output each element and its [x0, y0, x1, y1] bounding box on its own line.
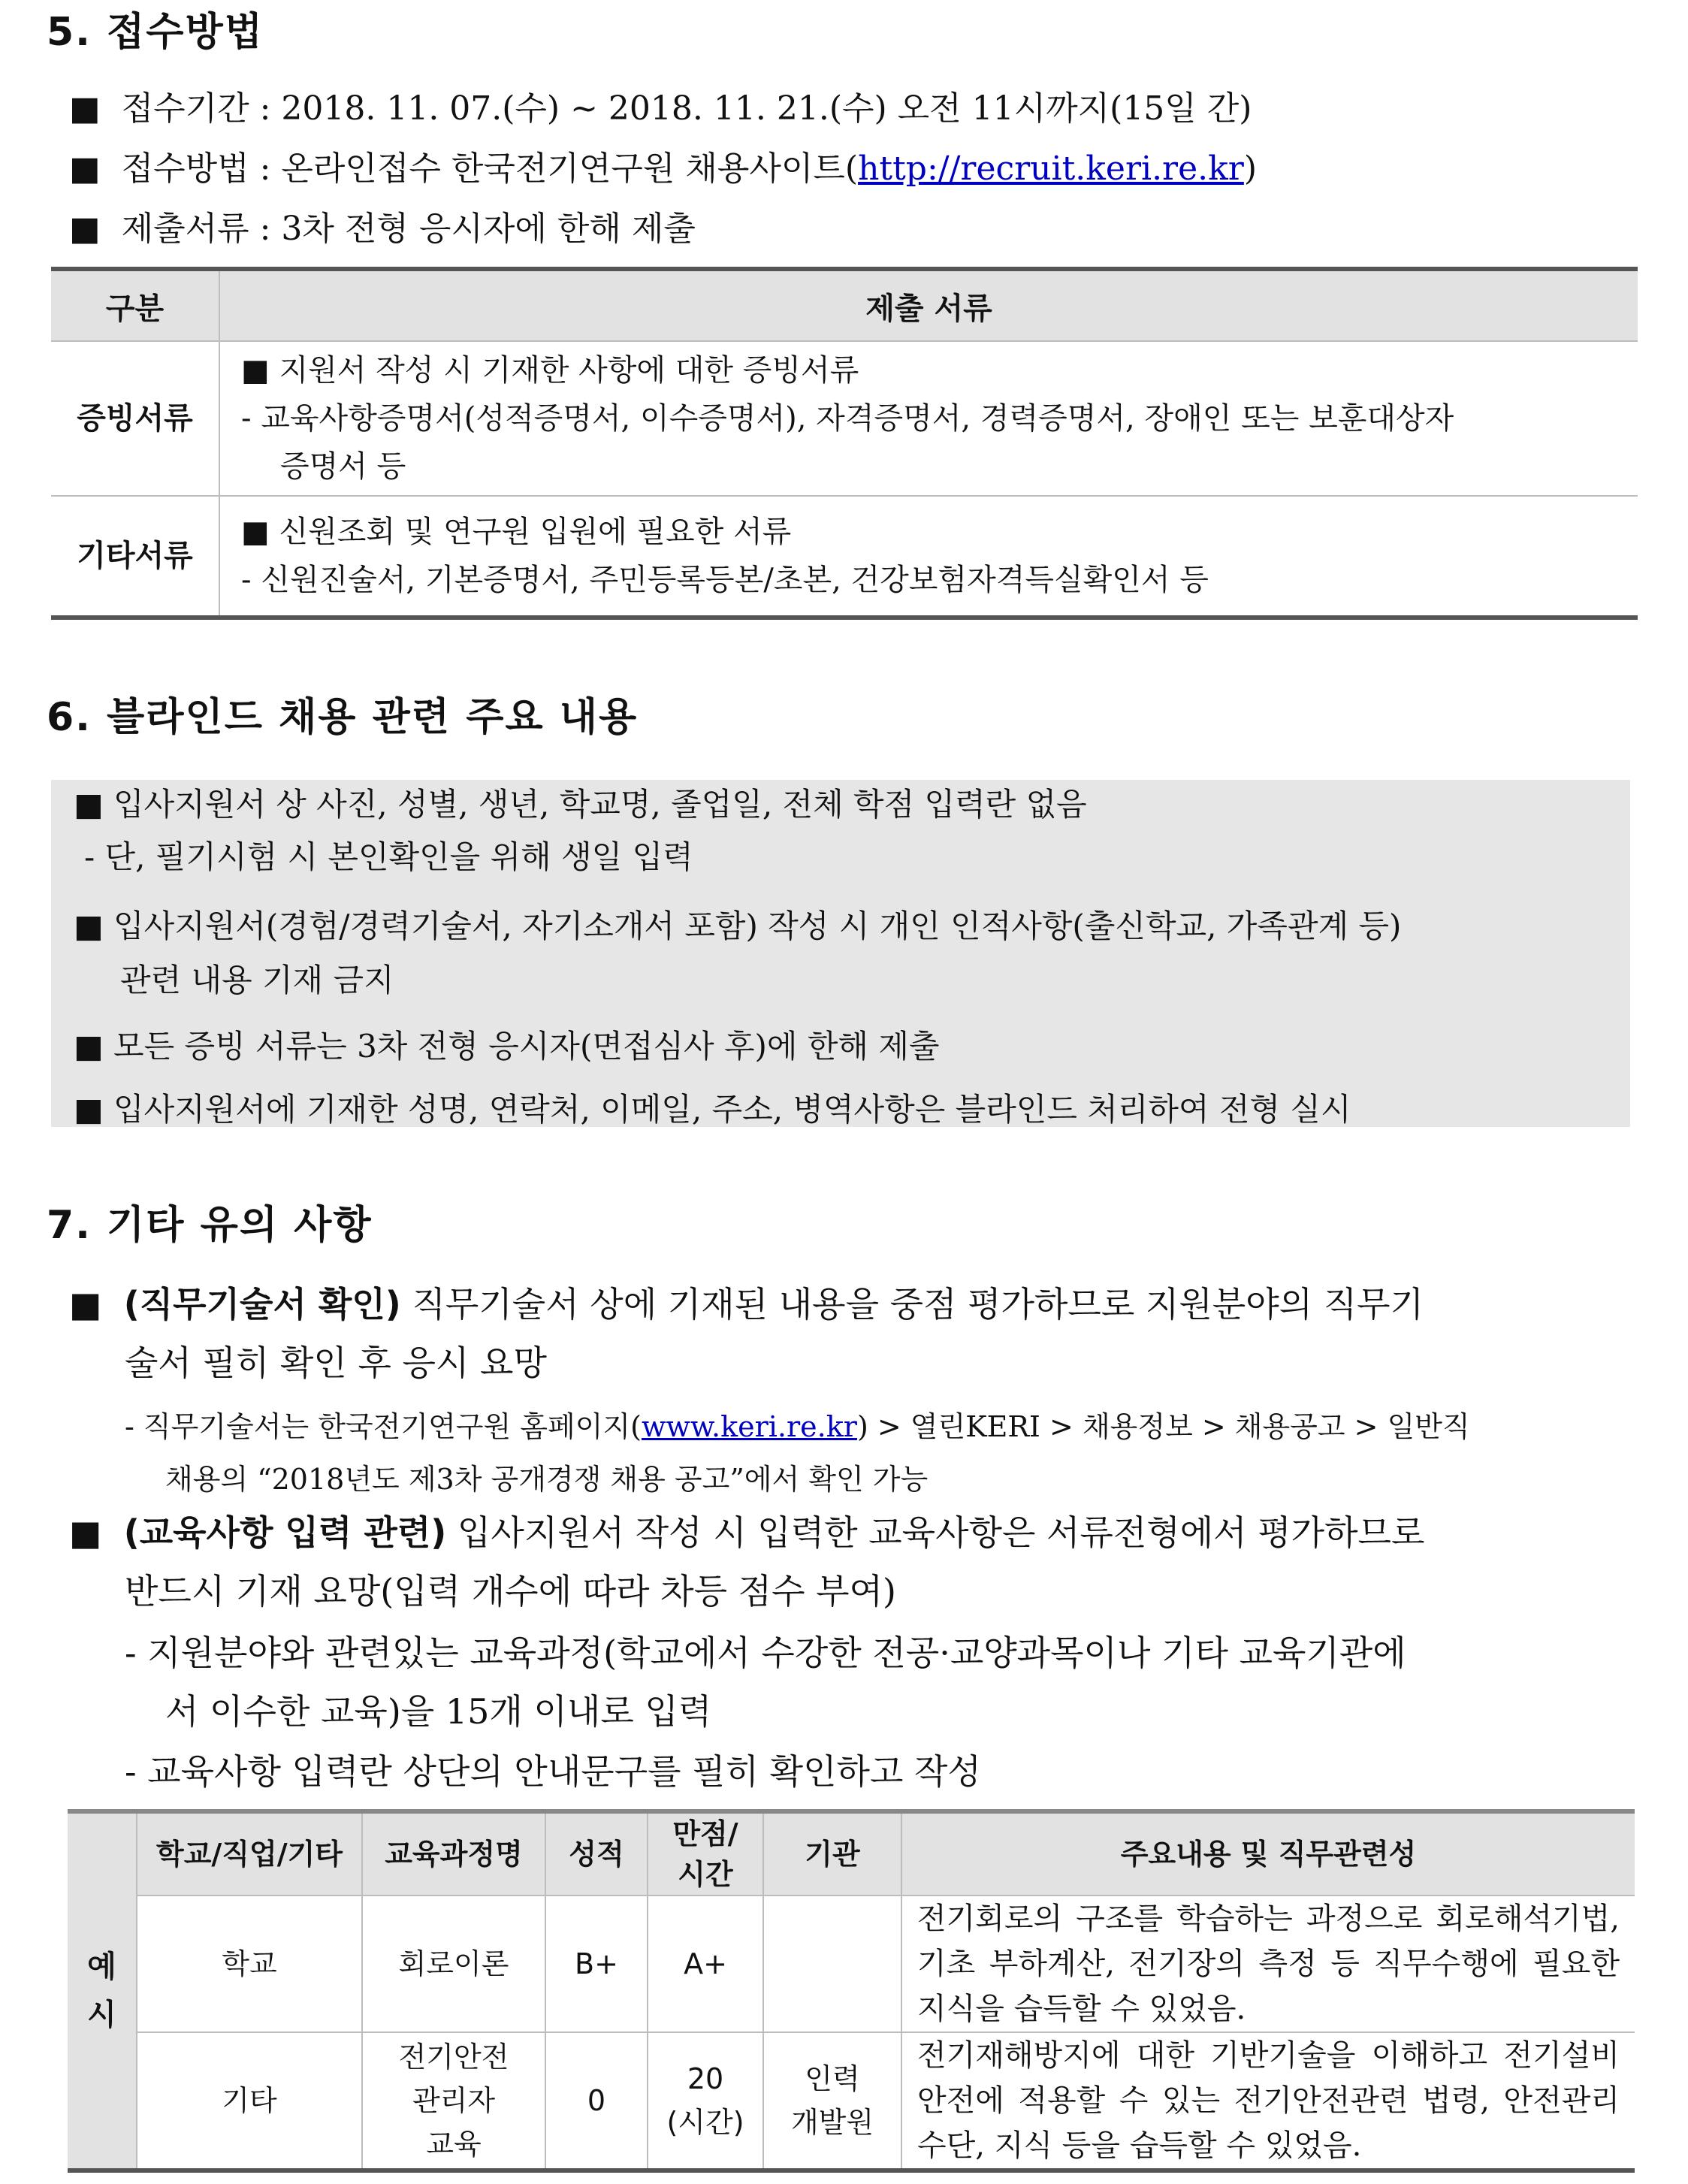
keri-homepage-link[interactable]: www.keri.re.kr	[641, 1410, 857, 1443]
header-type: 학교/직업/기타	[137, 1811, 362, 1896]
cell-type: 기타	[137, 2032, 362, 2170]
cell-course: 전기안전 관리자 교육	[362, 2032, 545, 2170]
s5-item-method: ■ 접수방법 : 온라인접수 한국전기연구원 채용사이트(http://recruit.keri.re.kr)	[69, 150, 1257, 188]
cell-type: 학교	[137, 1896, 362, 2032]
s7-item1-sub-cont: 채용의 “2018년도 제3차 공개경쟁 채용 공고”에서 확인 가능	[165, 1463, 929, 1496]
header-desc: 주요내용 및 직무관련성	[901, 1811, 1635, 1896]
bullet-square-icon: ■	[69, 150, 101, 188]
s7-item-education: ■ (교육사항 입력 관련) 입사지원서 작성 시 입력한 교육사항은 서류전형에서 평가하므로	[69, 1512, 1425, 1553]
header-documents: 제출 서류	[219, 269, 1638, 341]
section-6-title: 6. 블라인드 채용 관련 주요 내용	[47, 695, 639, 740]
bullet-square-icon: ■	[69, 89, 101, 128]
s6-line: 관련 내용 기재 금지	[120, 962, 394, 998]
cell-desc: 전기재해방지에 대한 기반기술을 이해하고 전기설비 안전에 적용할 수 있는 전기안전관련 법령, 안전관리 수단, 지식 등을 습득할 수 있었음.	[901, 2032, 1635, 2170]
education-example-table	[68, 1809, 1635, 2173]
s6-line: ■ 입사지원서(경험/경력기술서, 자기소개서 포함) 작성 시 개인 인적사항(출신학교, 가족관계 등)	[74, 908, 1402, 944]
row-category: 증빙서류	[51, 341, 219, 496]
cell-org	[763, 1896, 901, 2032]
header-category: 구분	[51, 269, 219, 341]
cell-org: 인력 개발원	[763, 2032, 901, 2170]
s7-item1-sub: - 직무기술서는 한국전기연구원 홈페이지(www.keri.re.kr) > 열린KERI > 채용정보 > 채용공고 > 일반직	[125, 1410, 1470, 1443]
documents-table	[51, 267, 1638, 620]
bullet-square-icon: ■	[69, 1512, 102, 1553]
header-course: 교육과정명	[362, 1811, 545, 1896]
bullet-square-icon: ■	[69, 210, 101, 248]
s5-item-documents: ■ 제출서류 : 3차 전형 응시자에 한해 제출	[69, 210, 696, 248]
s6-line: - 단, 필기시험 시 본인확인을 위해 생일 입력	[84, 838, 693, 875]
s5-item-period: ■ 접수기간 : 2018. 11. 07.(수) ~ 2018. 11. 21.(수) 오전 11시까지(15일 간)	[69, 89, 1252, 128]
s7-item2-sub2: - 교육사항 입력란 상단의 안내문구를 필히 확인하고 작성	[125, 1751, 981, 1792]
cell-max: 20 (시간)	[648, 2032, 763, 2170]
s7-item2-sub1-cont: 서 이수한 교육)을 15개 이내로 입력	[165, 1691, 712, 1732]
s6-line: ■ 입사지원서 상 사진, 성별, 생년, 학교명, 졸업일, 전체 학점 입력란 없음	[74, 786, 1087, 823]
s6-line: ■ 입사지원서에 기재한 성명, 연락처, 이메일, 주소, 병역사항은 블라인드 처리하여 전형 실시	[74, 1091, 1351, 1128]
header-grade: 성적	[545, 1811, 648, 1896]
cell-course: 회로이론	[362, 1896, 545, 2032]
row-category: 기타서류	[51, 496, 219, 618]
s6-line: ■ 모든 증빙 서류는 3차 전형 응시자(면접심사 후)에 한해 제출	[74, 1028, 940, 1065]
row-content: ■ 신원조회 및 연구원 입원에 필요한 서류 - 신원진술서, 기본증명서, 주민등록등본/초본, 건강보험자격득실확인서 등	[219, 496, 1638, 618]
cell-desc: 전기회로의 구조를 학습하는 과정으로 회로해석기법, 기초 부하계산, 전기장의 측정 등 직무수행에 필요한 지식을 습득할 수 있었음.	[901, 1896, 1635, 2032]
cell-grade: 0	[545, 2032, 648, 2170]
cell-grade: B+	[545, 1896, 648, 2032]
cell-max: A+	[648, 1896, 763, 2032]
header-max: 만점/ 시간	[648, 1811, 763, 1896]
recruit-site-link[interactable]: http://recruit.keri.re.kr	[858, 150, 1244, 188]
s7-item-job-description: ■ (직무기술서 확인) 직무기술서 상에 기재된 내용을 중점 평가하므로 지원분야의 직무기	[69, 1284, 1424, 1325]
section-7-title: 7. 기타 유의 사항	[47, 1203, 373, 1248]
s7-item1-cont: 술서 필히 확인 후 응시 요망	[125, 1343, 547, 1383]
row-content: ■ 지원서 작성 시 기재한 사항에 대한 증빙서류 - 교육사항증명서(성적증명서, 이수증명서), 자격증명서, 경력증명서, 장애인 또는 보훈대상자 증명서 등	[219, 341, 1638, 496]
bullet-square-icon: ■	[69, 1284, 102, 1325]
section-5-title: 5. 접수방법	[47, 10, 264, 55]
example-side-label: 예 시	[68, 1811, 137, 2170]
s7-item2-sub1: - 지원분야와 관련있는 교육과정(학교에서 수강한 전공·교양과목이나 기타 교육기관에	[125, 1633, 1406, 1673]
header-org: 기관	[763, 1811, 901, 1896]
s7-item2-cont: 반드시 기재 요망(입력 개수에 따라 차등 점수 부여)	[125, 1571, 896, 1612]
